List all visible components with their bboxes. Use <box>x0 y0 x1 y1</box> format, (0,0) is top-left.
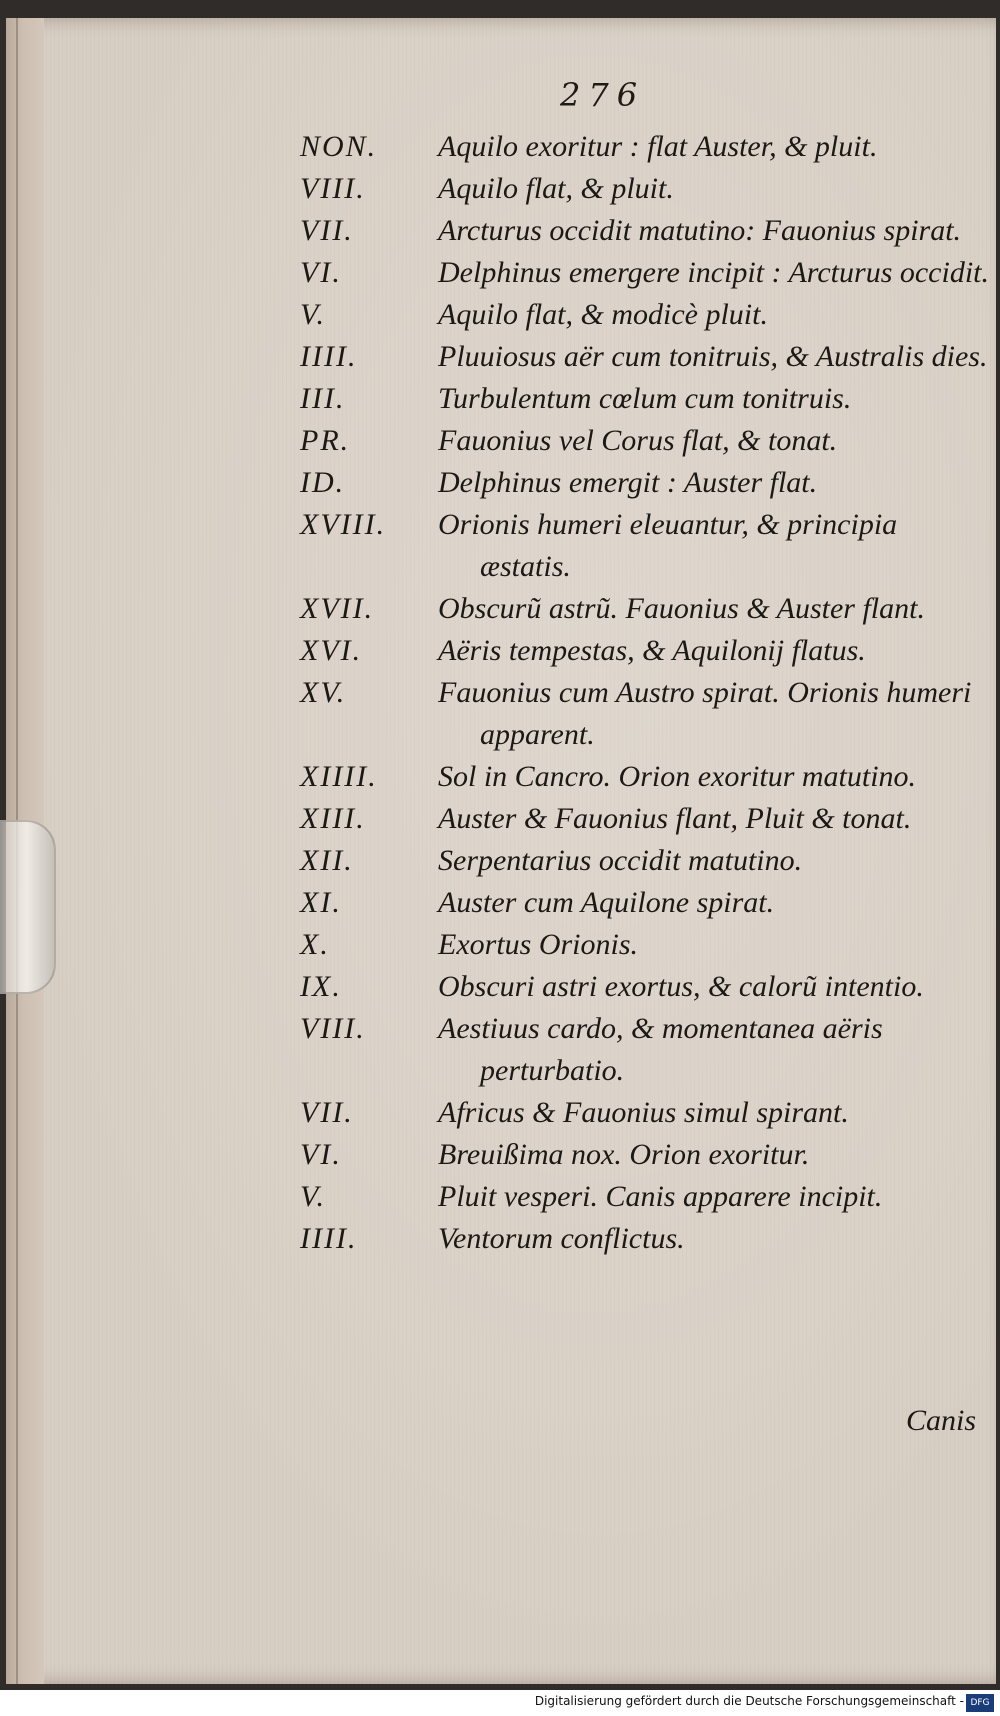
entry-day: VI. <box>300 1138 342 1171</box>
catchword: Canis <box>906 1404 977 1437</box>
entry-day: V. <box>300 298 326 331</box>
entry-text: Breuißima nox. Orion exoritur. <box>438 1138 810 1171</box>
entry-day: XVII. <box>300 592 375 625</box>
calendar-entry <box>300 756 990 798</box>
digitization-footer <box>0 1690 1000 1716</box>
calendar-entry <box>300 210 990 252</box>
entry-day: VIII. <box>300 172 366 205</box>
entry-text: Obscuri astri exortus, & calorũ intentio. <box>438 970 924 1003</box>
entry-day: VIII. <box>300 1012 366 1045</box>
calendar-entry <box>300 630 990 672</box>
page-number: 276 <box>560 76 646 114</box>
entry-text: Turbulentum cœlum cum tonitruis. <box>438 382 852 415</box>
entry-text: Orionis humeri eleuantur, & principia æstatis. <box>438 508 898 583</box>
calendar-entry <box>300 1134 990 1176</box>
entry-text: Obscurũ astrũ. Fauonius & Auster flant. <box>438 592 925 625</box>
calendar-entry <box>300 1092 990 1134</box>
calendar-entry <box>300 882 990 924</box>
calendar-entry <box>300 840 990 882</box>
entry-text: Ventorum conflictus. <box>438 1222 685 1255</box>
entry-day: X. <box>300 928 330 961</box>
entry-text: Delphinus emergere incipit : Arcturus occidit. <box>438 256 990 289</box>
calendar-entry <box>300 588 990 630</box>
footer-credit-text: Digitalisierung gefördert durch die Deutsche Forschungsgemeinschaft - <box>534 1694 964 1708</box>
entry-day: XIII. <box>300 802 366 835</box>
entry-text: Pluuiosus aër cum tonitruis, & Australis dies. <box>438 340 988 373</box>
entry-day: VI. <box>300 256 342 289</box>
calendar-entry <box>300 1176 990 1218</box>
entry-day: IIII. <box>300 1222 358 1255</box>
calendar-entry <box>300 504 990 588</box>
entry-text: Auster & Fauonius flant, Pluit & tonat. <box>438 802 912 835</box>
calendar-entries <box>300 126 990 1260</box>
calendar-entry <box>300 252 990 294</box>
entry-text: Auster cum Aquilone spirat. <box>438 886 775 919</box>
entry-day: VII. <box>300 1096 354 1129</box>
entry-text: Aquilo flat, & pluit. <box>438 172 674 205</box>
entry-day: XII. <box>300 844 354 877</box>
calendar-entry <box>300 966 990 1008</box>
entry-text: Fauonius cum Austro spirat. Orionis humeri apparent. <box>438 676 972 751</box>
entry-text: Aestiuus cardo, & momentanea aëris perturbatio. <box>438 1012 883 1087</box>
calendar-entry <box>300 126 990 168</box>
calendar-entry <box>300 294 990 336</box>
calendar-entry <box>300 1008 990 1092</box>
entry-text: Exortus Orionis. <box>438 928 639 961</box>
entry-day: XI. <box>300 886 342 919</box>
calendar-entry <box>300 672 990 756</box>
entry-text: Pluit vesperi. Canis apparere incipit. <box>438 1180 883 1213</box>
calendar-entry <box>300 924 990 966</box>
entry-day: IX. <box>300 970 342 1003</box>
entry-text: Fauonius vel Corus flat, & tonat. <box>438 424 838 457</box>
entry-text: Serpentarius occidit matutino. <box>438 844 803 877</box>
calendar-entry <box>300 798 990 840</box>
entry-day: XV. <box>300 676 347 709</box>
entry-day: XIIII. <box>300 760 378 793</box>
entry-day: IIII. <box>300 340 358 373</box>
entry-text: Aëris tempestas, & Aquilonij flatus. <box>438 634 866 667</box>
entry-day: VII. <box>300 214 354 247</box>
entry-text: Aquilo exoritur : flat Auster, & pluit. <box>438 130 878 163</box>
calendar-entry <box>300 336 990 378</box>
dfg-logo-icon: DFG <box>966 1694 994 1712</box>
entry-day: PR. <box>300 424 351 457</box>
entry-text: Africus & Fauonius simul spirant. <box>438 1096 849 1129</box>
calendar-entry <box>300 420 990 462</box>
entry-day: NON. <box>300 130 378 163</box>
entry-text: Arcturus occidit matutino: Fauonius spirat. <box>438 214 962 247</box>
entry-text: Delphinus emergit : Auster flat. <box>438 466 818 499</box>
entry-text: Sol in Cancro. Orion exoritur matutino. <box>438 760 917 793</box>
entry-text: Aquilo flat, & modicè pluit. <box>438 298 768 331</box>
calendar-entry <box>300 462 990 504</box>
calendar-entry <box>300 168 990 210</box>
page-clip <box>0 820 56 994</box>
entry-day: ID. <box>300 466 346 499</box>
entry-day: V. <box>300 1180 326 1213</box>
calendar-entry <box>300 1218 990 1260</box>
entry-day: III. <box>300 382 346 415</box>
calendar-entry <box>300 378 990 420</box>
entry-day: XVIII. <box>300 508 387 541</box>
entry-day: XVI. <box>300 634 363 667</box>
